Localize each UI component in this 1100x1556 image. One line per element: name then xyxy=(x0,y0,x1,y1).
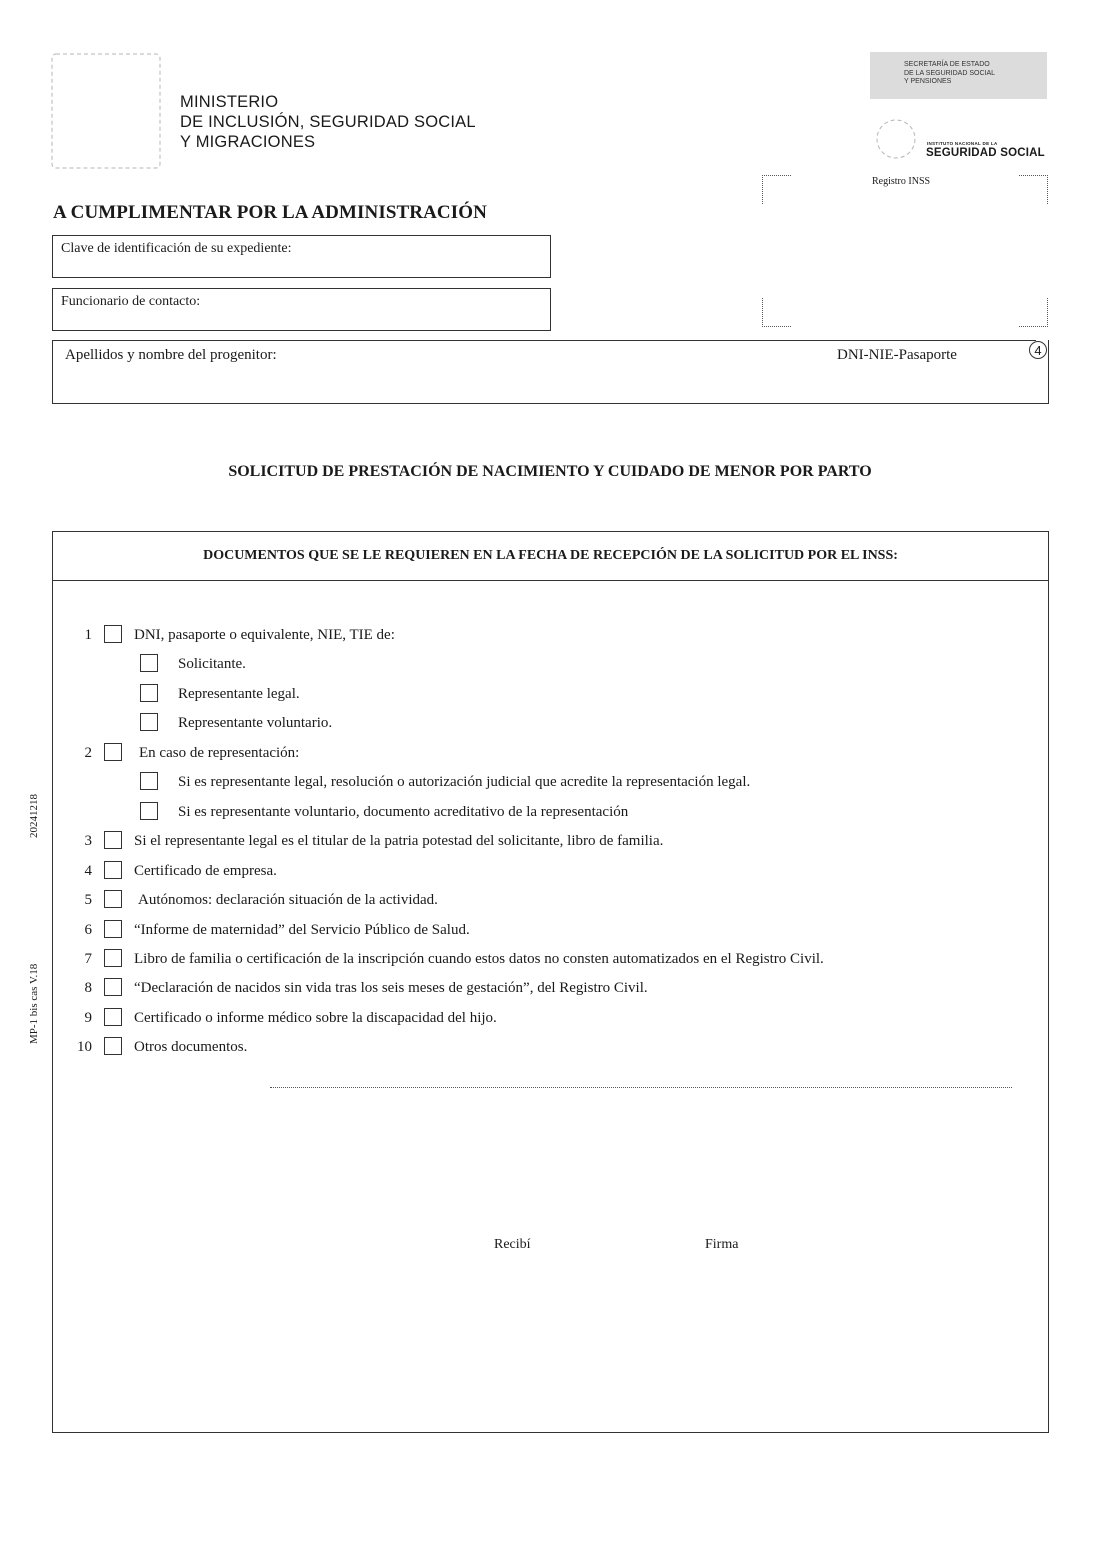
document-checkbox[interactable] xyxy=(104,1008,122,1026)
document-item-number: 6 xyxy=(84,922,92,938)
document-checkbox[interactable] xyxy=(104,625,122,643)
document-item-label: Libro de familia o certificación de la inscripción cuando estos datos no consten automatizados en el Registro Civil. xyxy=(134,951,824,967)
document-item-label: Representante voluntario. xyxy=(178,715,333,731)
document-item-number: 3 xyxy=(84,833,92,849)
stamp-corner-bottom-right xyxy=(1019,298,1048,327)
coat-of-arms-icon xyxy=(50,52,162,170)
stamp-corner-top-left xyxy=(762,175,791,204)
funcionario-field[interactable] xyxy=(52,288,551,331)
page-marker-circle: 4 xyxy=(1029,341,1047,359)
document-item-label: Si es representante voluntario, documento acreditativo de la representación xyxy=(178,804,629,820)
document-item-label: Certificado de empresa. xyxy=(134,863,277,879)
documents-heading: DOCUMENTOS QUE SE LE REQUIEREN EN LA FECHA DE RECEPCIÓN DE LA SOLICITUD POR EL INSS: xyxy=(203,548,898,563)
progenitor-top-border xyxy=(52,340,1036,341)
registro-label: Registro INSS xyxy=(872,176,931,187)
document-checkbox[interactable] xyxy=(140,802,158,820)
document-item-label: “Declaración de nacidos sin vida tras los seis meses de gestación”, del Registro Civil. xyxy=(134,980,648,996)
document-item-label: En caso de representación: xyxy=(139,745,300,761)
secretaria-box xyxy=(870,52,1047,99)
stamp-corner-bottom-left xyxy=(762,298,791,327)
stamp-corner-top-right xyxy=(1019,175,1048,204)
document-item-label: “Informe de maternidad” del Servicio Público de Salud. xyxy=(134,922,470,938)
admin-section-title: A CUMPLIMENTAR POR LA ADMINISTRACIÓN xyxy=(53,202,487,223)
document-item-number: 8 xyxy=(84,980,92,996)
document-item-number: 10 xyxy=(77,1039,92,1055)
secretaria-line-3: Y PENSIONES xyxy=(904,78,952,85)
document-item-number: 9 xyxy=(84,1010,92,1026)
seguridad-social-emblem-icon xyxy=(873,108,919,170)
ministry-line-3: Y MIGRACIONES xyxy=(180,133,316,151)
document-item-label: Solicitante. xyxy=(178,656,246,672)
form-code: MP-1 bis cas V.18 xyxy=(28,963,40,1044)
funcionario-label: Funcionario de contacto: xyxy=(61,294,201,309)
inss-subtitle: INSTITUTO NACIONAL DE LA xyxy=(927,141,998,146)
document-checkbox[interactable] xyxy=(104,861,122,879)
document-checkbox[interactable] xyxy=(104,743,122,761)
clave-label: Clave de identificación de su expediente: xyxy=(61,241,292,256)
document-item-number: 1 xyxy=(84,627,92,643)
form-title: SOLICITUD DE PRESTACIÓN DE NACIMIENTO Y CUIDADO DE MENOR POR PARTO xyxy=(228,463,872,480)
document-item-label: Otros documentos. xyxy=(134,1039,248,1055)
document-checkbox[interactable] xyxy=(104,920,122,938)
document-item-number: 5 xyxy=(84,892,92,908)
document-checkbox[interactable] xyxy=(104,1037,122,1055)
document-checkbox[interactable] xyxy=(104,890,122,908)
inss-title: SEGURIDAD SOCIAL xyxy=(926,147,1045,159)
document-item-number: 2 xyxy=(84,745,92,761)
document-checkbox[interactable] xyxy=(140,684,158,702)
progenitor-label: Apellidos y nombre del progenitor: xyxy=(65,347,277,363)
secretaria-line-2: DE LA SEGURIDAD SOCIAL xyxy=(904,69,996,77)
document-item-label: Si el representante legal es el titular de la patria potestad del solicitante, libro de familia. xyxy=(134,833,664,849)
document-item-label: Autónomos: declaración situación de la actividad. xyxy=(138,892,438,908)
recibi-label: Recibí xyxy=(494,1237,531,1252)
clave-field[interactable] xyxy=(52,235,551,278)
otros-documentos-line xyxy=(270,1087,1012,1088)
dni-label: DNI-NIE-Pasaporte xyxy=(837,347,957,363)
document-item-number: 4 xyxy=(84,863,92,879)
document-item-label: Certificado o informe médico sobre la discapacidad del hijo. xyxy=(134,1010,497,1026)
document-checkbox[interactable] xyxy=(140,772,158,790)
documents-header-divider xyxy=(52,580,1049,581)
secretaria-line-1: SECRETARÍA DE ESTADO xyxy=(904,61,990,68)
document-checkbox[interactable] xyxy=(104,831,122,849)
ministry-line-1: MINISTERIO xyxy=(180,93,279,111)
document-item-number: 7 xyxy=(84,951,92,967)
ministry-line-2: DE INCLUSIÓN, SEGURIDAD SOCIAL xyxy=(180,113,476,131)
document-item-label: DNI, pasaporte o equivalente, NIE, TIE de: xyxy=(134,627,395,643)
ministry-name xyxy=(180,92,476,152)
date-code: 20241218 xyxy=(28,794,40,838)
firma-label: Firma xyxy=(705,1237,739,1252)
document-item-label: Si es representante legal, resolución o autorización judicial que acredite la representación legal. xyxy=(178,774,751,790)
document-checkbox[interactable] xyxy=(104,978,122,996)
document-checkbox[interactable] xyxy=(140,654,158,672)
document-checkbox[interactable] xyxy=(140,713,158,731)
document-checkbox[interactable] xyxy=(104,949,122,967)
document-item-label: Representante legal. xyxy=(178,686,300,702)
